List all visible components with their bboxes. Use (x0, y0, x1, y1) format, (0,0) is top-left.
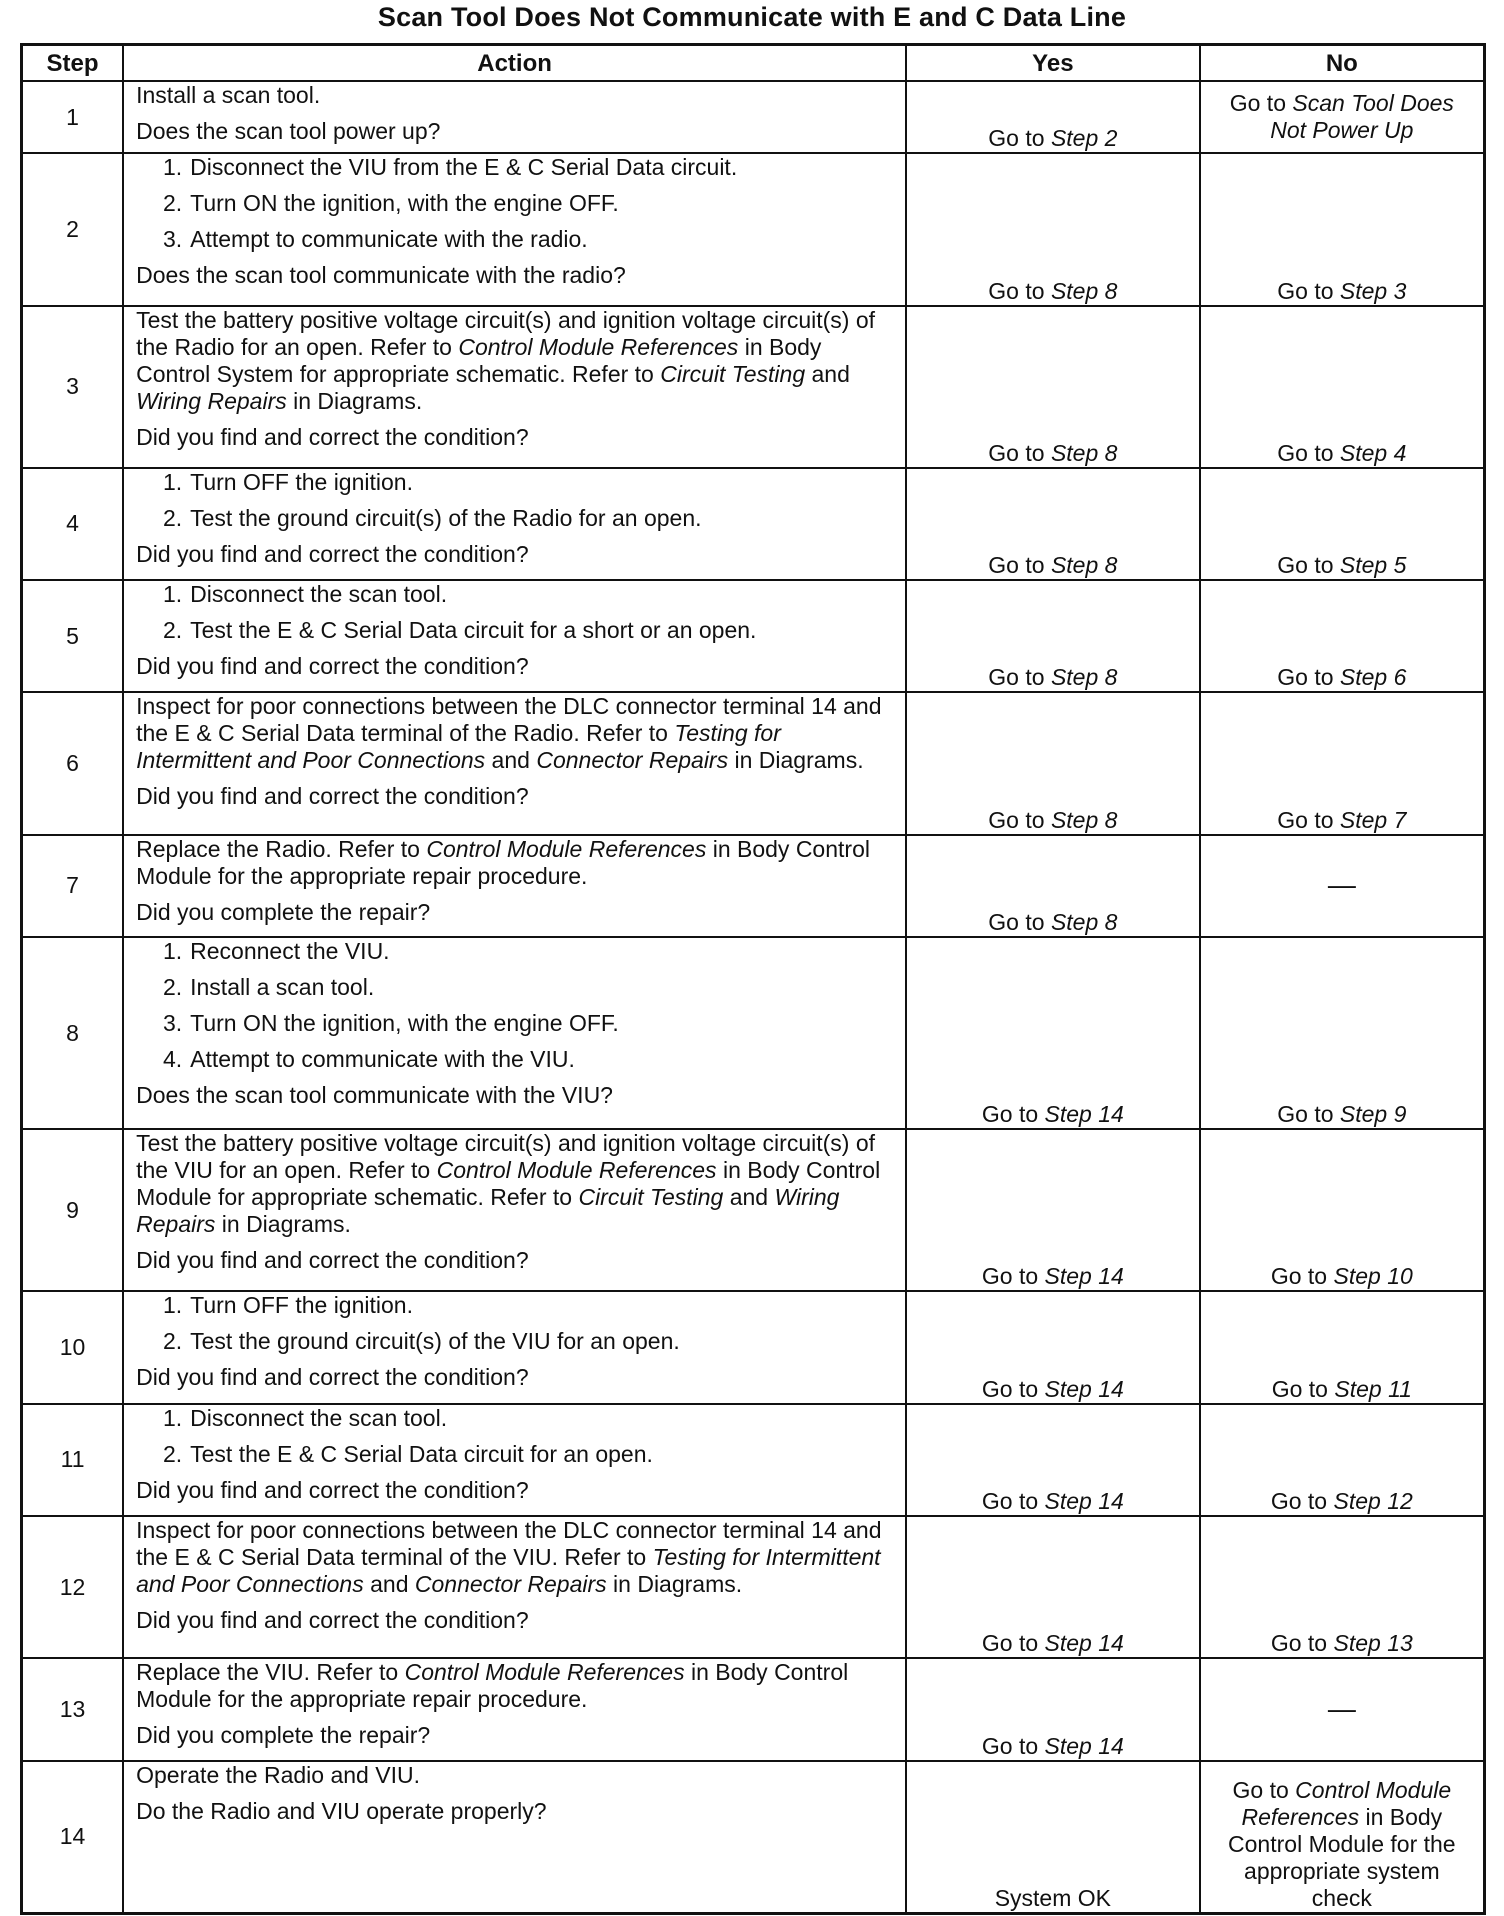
reference-text: Step 11 (1334, 1375, 1412, 1402)
list-text: Turn OFF the ignition. (190, 1292, 413, 1319)
action-cell (123, 468, 906, 580)
action-list-item (136, 1328, 893, 1355)
list-number: 3. (162, 226, 183, 253)
text-run: Go to (981, 1732, 1045, 1759)
yes-cell (906, 692, 1200, 834)
text-run: and (485, 747, 537, 774)
table-row (22, 153, 1485, 305)
action-list-item (136, 1010, 893, 1037)
text-run: Install a scan tool. (136, 82, 321, 108)
yes-cell (906, 937, 1200, 1129)
text-run: Go to (988, 125, 1051, 152)
no-cell (1200, 1761, 1485, 1914)
action-cell (123, 1404, 906, 1516)
table-row (22, 692, 1485, 834)
list-text: Turn ON the ignition, with the engine OFF. (190, 1009, 619, 1036)
action-list-item (136, 1441, 893, 1468)
list-text: Turn ON the ignition, with the engine OFF. (190, 190, 619, 217)
action-cell (123, 1761, 906, 1914)
text-run: Go to (988, 277, 1051, 304)
action-paragraph (136, 1659, 893, 1713)
action-cell (123, 306, 906, 468)
action-question: Does the scan tool communicate with the radio? (136, 262, 626, 289)
header-step: Step (22, 45, 124, 82)
reference-text: Step 9 (1339, 1101, 1407, 1128)
text-run: and (723, 1184, 775, 1211)
list-text: Test the E & C Serial Data circuit for a short or an open. (190, 617, 757, 644)
action-list-item (136, 617, 893, 644)
action-cell (123, 1129, 906, 1291)
text-run: Test the battery positive voltage circuit(s) and ignition voltage circuit(s) of the VIU for an open. Refer to (136, 1130, 876, 1184)
action-question: Do the Radio and VIU operate properly? (136, 1797, 547, 1824)
text-run: and (805, 360, 850, 387)
no-cell (1200, 153, 1485, 305)
diagnostic-table (20, 43, 1486, 1915)
text-run: in Body Control Module for appropriate schematic. Refer to (136, 1157, 881, 1211)
reference-text: Control Module References (458, 333, 739, 360)
reference-text: Step 8 (1050, 806, 1118, 833)
document-title: Scan Tool Does Not Communicate with E and C Data Line (377, 2, 1127, 32)
reference-text: Control Module References (426, 835, 707, 862)
no-cell (1200, 835, 1485, 937)
action-paragraph (136, 82, 893, 109)
table-row (22, 835, 1485, 937)
text-run: Go to (1277, 439, 1340, 466)
action-cell (123, 81, 906, 153)
action-paragraph (136, 1762, 893, 1789)
reference-text: Circuit Testing (578, 1184, 724, 1211)
action-question: Did you find and correct the condition? (136, 783, 529, 810)
action-list-item (136, 469, 893, 496)
text-run: Go to (988, 806, 1051, 833)
text-run: Go to (1277, 806, 1340, 833)
action-list-item (136, 1405, 893, 1432)
text-run: Go to (988, 908, 1051, 935)
step-number: 13 (22, 1658, 124, 1760)
table-header-row (22, 45, 1485, 82)
list-number: 2. (162, 504, 183, 531)
step-number: 9 (22, 1129, 124, 1291)
no-cell (1200, 1404, 1485, 1516)
action-question: Does the scan tool power up? (136, 118, 441, 144)
text-run: in Body Control Module for the appropriate repair procedure. (136, 835, 870, 889)
text-run: Replace the VIU. Refer to (136, 1659, 405, 1686)
table-row (22, 306, 1485, 468)
table-row (22, 1658, 1485, 1760)
step-number: 7 (22, 835, 124, 937)
text-run: Go to (988, 552, 1051, 579)
action-paragraph (136, 307, 893, 415)
step-number: 6 (22, 692, 124, 834)
no-cell (1200, 1658, 1485, 1760)
yes-cell (906, 1129, 1200, 1291)
list-text: Test the ground circuit(s) of the VIU for an open. (190, 1328, 680, 1355)
reference-text: Step 10 (1333, 1263, 1413, 1290)
action-question: Did you find and correct the condition? (136, 423, 529, 450)
step-number: 11 (22, 1404, 124, 1516)
yes-cell (906, 580, 1200, 692)
reference-text: Step 6 (1339, 664, 1407, 691)
list-number: 3. (162, 1009, 183, 1036)
text-run: Inspect for poor connections between the DLC connector terminal 14 and the E & C Serial Data terminal of the VIU. Refer to (136, 1517, 882, 1570)
action-list-item (136, 1292, 893, 1319)
text-run: Go to (1277, 277, 1340, 304)
action-cell (123, 580, 906, 692)
action-paragraph (136, 1130, 893, 1238)
reference-text: Step 2 (1050, 125, 1118, 152)
text-run: in Body Control System for appropriate schematic. Refer to (136, 333, 822, 387)
yes-cell (906, 81, 1200, 153)
action-list-item (136, 505, 893, 532)
text-run: in Diagrams. (728, 747, 864, 774)
list-text: Test the ground circuit(s) of the Radio for an open. (190, 504, 702, 531)
text-run: Go to (1270, 1263, 1334, 1290)
reference-text: Step 5 (1339, 552, 1407, 579)
text-run: Go to (981, 1263, 1045, 1290)
action-list-item (136, 938, 893, 965)
action-question: Did you find and correct the condition? (136, 540, 529, 567)
action-cell (123, 1291, 906, 1403)
list-number: 1. (162, 581, 183, 608)
table-row (22, 937, 1485, 1129)
yes-cell (906, 468, 1200, 580)
reference-text: Control Module References (436, 1157, 717, 1184)
text-run: in Diagrams. (215, 1211, 351, 1238)
action-paragraph (136, 836, 893, 890)
list-number: 1. (162, 154, 183, 181)
yes-cell (906, 1404, 1200, 1516)
no-cell (1200, 1129, 1485, 1291)
reference-text: Control Module References (1241, 1777, 1452, 1830)
step-number: 4 (22, 468, 124, 580)
action-question: Did you find and correct the condition? (136, 1247, 529, 1274)
reference-text: Circuit Testing (660, 360, 806, 387)
reference-text: Wiring Repairs (136, 1184, 840, 1238)
reference-text: Step 14 (1044, 1263, 1124, 1290)
text-run: Go to (1270, 1630, 1334, 1657)
step-number: 1 (22, 81, 124, 153)
reference-text: Scan Tool Does Not Power Up (1270, 90, 1454, 144)
list-text: Test the E & C Serial Data circuit for an open. (190, 1440, 653, 1467)
text-run: and (363, 1571, 415, 1597)
action-list-item (136, 190, 893, 217)
table-row (22, 1129, 1485, 1291)
text-run: Go to (1229, 90, 1293, 117)
text-run: Go to (988, 664, 1051, 691)
list-text: Disconnect the scan tool. (190, 581, 448, 608)
text-run: Go to (988, 439, 1051, 466)
table-row (22, 580, 1485, 692)
header-no: No (1200, 45, 1485, 82)
step-number: 12 (22, 1516, 124, 1658)
action-question: Did you complete the repair? (136, 1722, 431, 1749)
action-cell (123, 937, 906, 1129)
action-question: Did you find and correct the condition? (136, 1364, 529, 1391)
step-number: 3 (22, 306, 124, 468)
action-list-item (136, 154, 893, 181)
list-text: Attempt to communicate with the radio. (190, 226, 588, 253)
list-text: Attempt to communicate with the VIU. (190, 1045, 575, 1072)
table-row (22, 81, 1485, 153)
yes-cell (906, 1291, 1200, 1403)
list-number: 2. (162, 190, 183, 217)
reference-text: Step 7 (1339, 806, 1407, 833)
reference-text: Step 3 (1339, 277, 1407, 304)
text-run: Operate the Radio and VIU. (136, 1761, 420, 1788)
list-text: Reconnect the VIU. (190, 937, 390, 964)
reference-text: Control Module References (404, 1659, 685, 1686)
reference-text: Step 4 (1339, 439, 1407, 466)
header-yes: Yes (906, 45, 1200, 82)
text-run: Test the battery positive voltage circuit(s) and ignition voltage circuit(s) of the Radio for an open. Refer to (136, 306, 876, 360)
reference-text: Connector Repairs (414, 1571, 607, 1597)
list-text: Disconnect the VIU from the E & C Serial Data circuit. (190, 154, 738, 181)
text-run: in Body Control Module for the appropriate repair procedure. (136, 1659, 849, 1713)
yes-cell (906, 835, 1200, 937)
action-paragraph (136, 1517, 893, 1598)
action-cell (123, 153, 906, 305)
list-number: 1. (162, 1292, 183, 1319)
action-question: Did you find and correct the condition? (136, 1476, 529, 1503)
action-cell (123, 1516, 906, 1658)
list-number: 2. (162, 1440, 183, 1467)
not-applicable-dash: — (1327, 869, 1356, 901)
step-number: 10 (22, 1291, 124, 1403)
no-cell (1200, 580, 1485, 692)
list-number: 2. (162, 1328, 183, 1355)
list-text: Install a scan tool. (190, 973, 375, 1000)
text-run: Go to (981, 1630, 1045, 1657)
text-run: in Body Control Module for the appropriate system check (1228, 1804, 1456, 1911)
yes-cell (906, 1516, 1200, 1658)
text-run: Go to (981, 1375, 1045, 1402)
yes-cell (906, 153, 1200, 305)
no-cell (1200, 1516, 1485, 1658)
text-run: in Diagrams. (606, 1571, 743, 1597)
text-run: in Diagrams. (286, 387, 423, 414)
text-run: Go to (981, 1488, 1045, 1514)
step-number: 14 (22, 1761, 124, 1914)
list-text: Turn OFF the ignition. (190, 468, 413, 495)
action-question: Does the scan tool communicate with the VIU? (136, 1081, 613, 1108)
reference-text: Step 14 (1044, 1375, 1124, 1402)
action-cell (123, 835, 906, 937)
text-run: Go to (1232, 1777, 1296, 1803)
reference-text: Testing for Intermittent and Poor Connections (136, 720, 781, 774)
action-list-item (136, 226, 893, 253)
action-question: Did you find and correct the condition? (136, 653, 529, 680)
list-number: 2. (162, 973, 183, 1000)
table-row (22, 1291, 1485, 1403)
reference-text: Step 8 (1050, 439, 1118, 466)
reference-text: Step 14 (1044, 1630, 1124, 1657)
no-cell (1200, 692, 1485, 834)
table-row (22, 1404, 1485, 1516)
not-applicable-dash: — (1327, 1692, 1356, 1724)
action-list-item (136, 1046, 893, 1073)
list-number: 2. (162, 617, 183, 644)
no-cell (1200, 1291, 1485, 1403)
action-question: Did you find and correct the condition? (136, 1607, 529, 1633)
action-list-item (136, 581, 893, 608)
table-body (22, 81, 1485, 1914)
header-action: Action (123, 45, 906, 82)
action-cell (123, 692, 906, 834)
reference-text: Testing for Intermittent and Poor Connections (136, 1544, 881, 1597)
text-run: Inspect for poor connections between the DLC connector terminal 14 and the E & C Serial Data terminal of the Radio. Refer to (136, 693, 882, 747)
reference-text: Step 13 (1333, 1630, 1413, 1657)
table-row (22, 468, 1485, 580)
reference-text: Step 8 (1050, 277, 1118, 304)
no-cell (1200, 306, 1485, 468)
action-cell (123, 1658, 906, 1760)
reference-text: Connector Repairs (536, 747, 729, 774)
text-run: Go to (1277, 664, 1340, 691)
table-row (22, 1516, 1485, 1658)
no-cell (1200, 937, 1485, 1129)
list-text: Disconnect the scan tool. (190, 1404, 448, 1431)
action-paragraph (136, 693, 893, 774)
text-run: Go to (1277, 552, 1340, 579)
list-number: 1. (162, 468, 183, 495)
action-question: Did you complete the repair? (136, 898, 431, 925)
no-cell (1200, 468, 1485, 580)
reference-text: Step 12 (1333, 1488, 1413, 1514)
table-row (22, 1761, 1485, 1914)
yes-cell (906, 1761, 1200, 1914)
text-run: Go to (1271, 1375, 1335, 1402)
action-list-item (136, 974, 893, 1001)
list-number: 1. (162, 937, 183, 964)
reference-text: Step 8 (1050, 664, 1118, 691)
reference-text: Step 14 (1044, 1488, 1124, 1514)
reference-text: Step 14 (1044, 1732, 1124, 1759)
list-number: 4. (162, 1045, 183, 1072)
reference-text: Step 14 (1044, 1101, 1124, 1128)
text-run: Replace the Radio. Refer to (136, 835, 427, 862)
yes-cell (906, 1658, 1200, 1760)
step-number: 5 (22, 580, 124, 692)
reference-text: Step 8 (1050, 908, 1118, 935)
text-run: Go to (1270, 1488, 1334, 1514)
text-run: Go to (981, 1101, 1045, 1128)
reference-text: Step 8 (1050, 552, 1118, 579)
text-run: Go to (1277, 1101, 1340, 1128)
reference-text: Wiring Repairs (136, 387, 287, 414)
step-number: 8 (22, 937, 124, 1129)
no-cell (1200, 81, 1485, 153)
list-number: 1. (162, 1404, 183, 1431)
yes-cell (906, 306, 1200, 468)
text-run: System OK (994, 1885, 1112, 1911)
step-number: 2 (22, 153, 124, 305)
